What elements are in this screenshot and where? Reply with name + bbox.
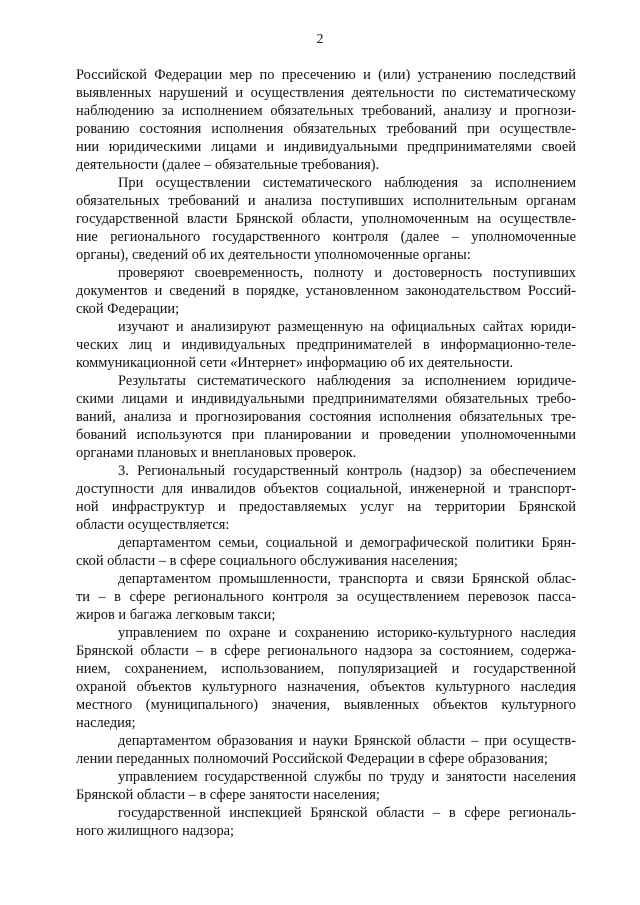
text-line: департаментом семьи, социальной и демографической политики Брян- [118, 535, 576, 551]
text-line: рованию состояния исполнения обязательных требований при осуществле- [76, 121, 576, 137]
paragraph [76, 462, 576, 534]
paragraph [76, 264, 576, 318]
text-line: ти – в сфере регионального контроля за осуществлением перевозок пасса- [76, 589, 576, 605]
paragraph [76, 732, 576, 768]
text-line: местного (муниципального) значения, выявленных объектов культурного [76, 697, 576, 713]
text-line: проверяют своевременность, полноту и достоверность поступивших [118, 265, 576, 281]
text-line: области осуществляется: [76, 517, 230, 533]
paragraph [76, 372, 576, 462]
text-line: При осуществлении систематического наблюдения за исполнением [118, 175, 576, 191]
text-line: изучают и анализируют размещенную на официальных сайтах юриди- [118, 319, 576, 335]
text-line: обязательных требований и анализа поступивших исполнительным органам [76, 193, 576, 209]
text-line: управлением по охране и сохранению историко-культурного наследия [118, 625, 576, 641]
text-line: выявленных нарушений и осуществления деятельности по систематическому [76, 85, 576, 101]
text-line: департаментом образования и науки Брянской области – при осуществ- [118, 733, 576, 749]
text-line: ной инфраструктур и предоставляемых услуг на территории Брянской [76, 499, 576, 515]
text-line: департаментом промышленности, транспорта и связи Брянской облас- [118, 571, 576, 587]
text-line: государственной инспекцией Брянской области – в сфере региональ- [118, 805, 576, 821]
text-line: скими лицами и индивидуальными предпринимателями обязательных требо- [76, 391, 576, 407]
text-line: наблюдению за исполнением обязательных требований, анализу и прогнози- [76, 103, 576, 119]
text-line: жиров и багажа легковым такси; [76, 607, 276, 623]
text-line: ской Федерации; [76, 301, 180, 317]
text-line: 3. Региональный государственный контроль (надзор) за обеспечением [118, 463, 576, 479]
text-line: ской области – в сфере социального обслуживания населения; [76, 553, 458, 569]
text-line: органами плановых и внеплановых проверок. [76, 445, 357, 461]
text-line: бований используются при планировании и проведении уполномоченными [76, 427, 576, 443]
text-line: нии юридическими лицами и индивидуальными предпринимателями своей [76, 139, 576, 155]
text-line: наследия; [76, 715, 136, 731]
paragraph [76, 624, 576, 732]
page-number: 2 [316, 32, 324, 47]
text-line: охраной объектов культурного назначения, объектов культурного наследия [76, 679, 576, 695]
paragraph [76, 804, 576, 840]
text-line: лении переданных полномочий Российской Федерации в сфере образования; [76, 751, 548, 767]
text-line: ного жилищного надзора; [76, 823, 235, 839]
text-line: Российской Федерации мер по пресечению и (или) устранению последствий [76, 67, 576, 83]
text-line: управлением государственной службы по труду и занятости населения [118, 769, 576, 785]
text-line: деятельности (далее – обязательные требования). [76, 157, 380, 173]
text-line: коммуникационной сети «Интернет» информацию об их деятельности. [76, 355, 514, 371]
paragraph [76, 66, 576, 174]
text-line: ческих лиц и индивидуальных предпринимателей в информационно-теле- [76, 337, 576, 353]
text-line: нием, сохранением, использованием, популяризацией и государственной [76, 661, 576, 677]
text-line: ние регионального государственного контроля (далее – уполномоченные [76, 229, 576, 245]
paragraph [76, 534, 576, 570]
text-line: документов и сведений в порядке, установленном законодательством Россий- [76, 283, 576, 299]
text-line: Брянской области – в сфере занятости населения; [76, 787, 380, 803]
text-line: Брянской области – в сфере регионального надзора за состоянием, содержа- [76, 643, 576, 659]
text-line: ваний, анализа и прогнозирования состояния исполнения обязательных тре- [76, 409, 576, 425]
document-body [76, 66, 576, 840]
paragraph [76, 174, 576, 264]
text-line: государственной власти Брянской области, уполномоченным на осуществле- [76, 211, 576, 227]
paragraph [76, 768, 576, 804]
text-line: Результаты систематического наблюдения за исполнением юридиче- [118, 373, 576, 389]
text-line: доступности для инвалидов объектов социальной, инженерной и транспорт- [76, 481, 576, 497]
paragraph [76, 318, 576, 372]
paragraph [76, 570, 576, 624]
text-line: органы), сведений об их деятельности уполномоченные органы: [76, 247, 471, 263]
